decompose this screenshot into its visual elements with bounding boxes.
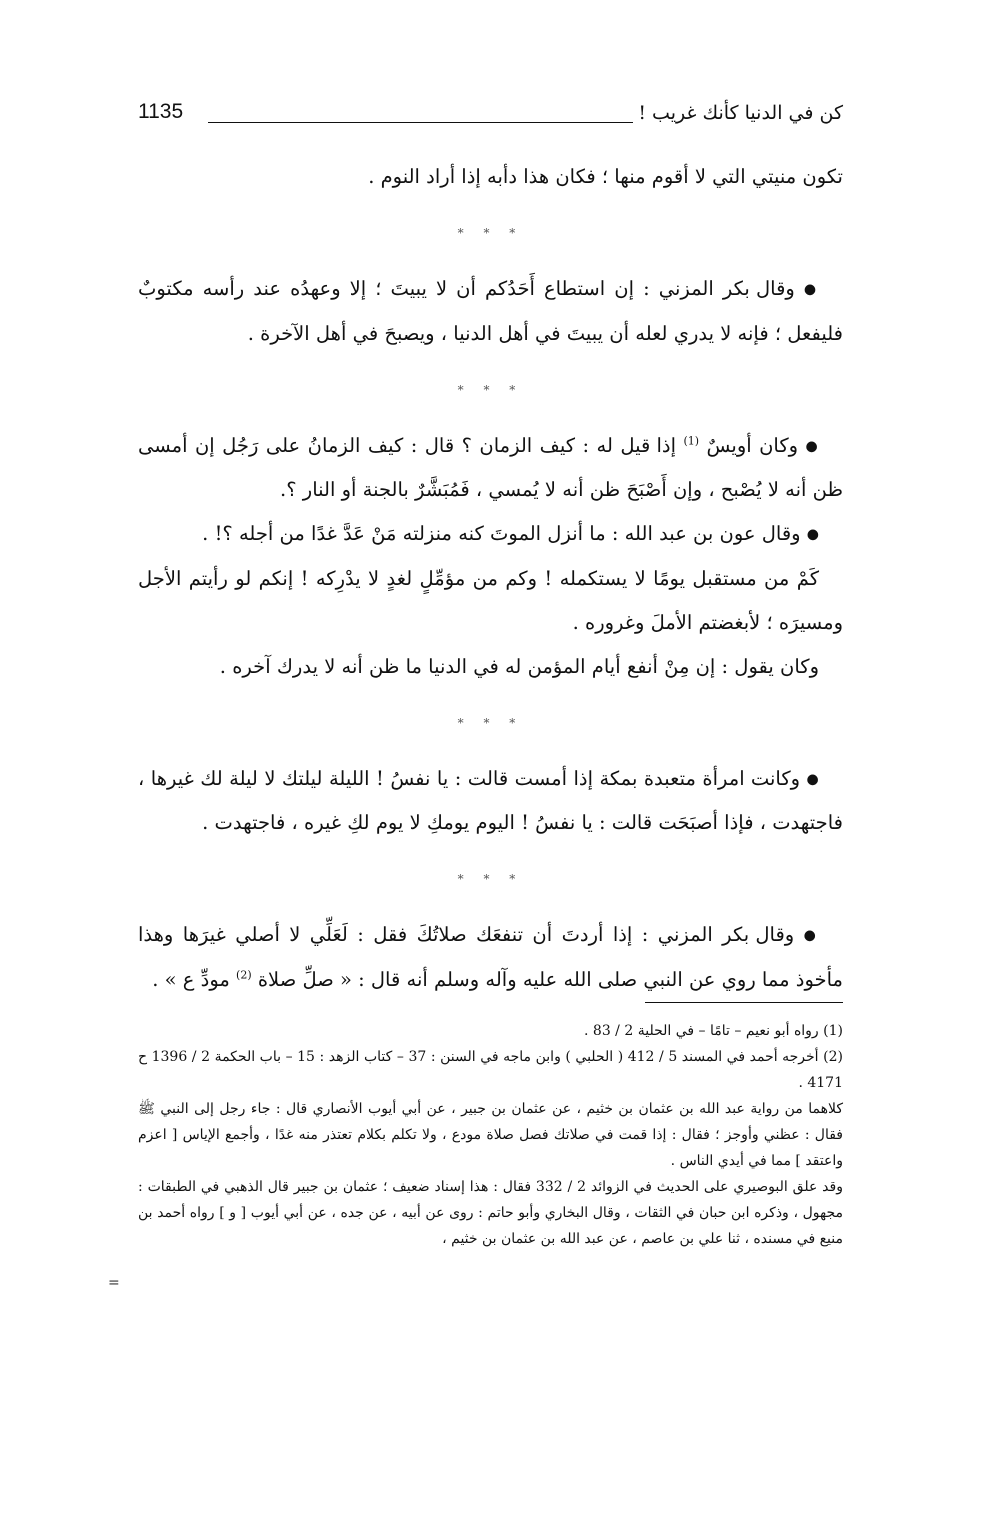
header-rule (208, 122, 633, 123)
section-separator: * * * (457, 382, 524, 397)
paragraph-3-text-end: إذا قيل له : كيف الزمان ؟ قال : كيف الزمانُ على رَجُل إن أمسى ظن أنه لا يُصْبح ، وإن أَصْبَحَ ظن أنه لا يُمسي ، فَمُبَشَّرٌ بالجنة أو النار ؟. (138, 433, 843, 501)
paragraph-6: وكان يقول : إن مِنْ أنفع أيام المؤمن له في الدنيا ما ظن أنه لا يدرك آخره . (219, 654, 819, 678)
continuation-mark: = (108, 1275, 120, 1291)
paragraph-3 (138, 424, 843, 513)
header-title: كن في الدنيا كأنك غريب ! (638, 102, 843, 124)
footnote-ref-2: (2) (236, 968, 252, 981)
section-separator: * * * (457, 715, 524, 730)
paragraph-2-text: وقال بكر المزني : إن استطاع أَحَدُكم أن لا يبيتَ ؛ إلا وعهدُه عند رأسه مكتوبٌ فليفعل ؛ فإنه لا يدري لعله أن يبيتَ في أهل الدنيا ، ويصبحَ في أهل الآخرة . (138, 277, 843, 345)
footnote-2-continued: كلاهما من رواية عبد الله بن عثمان بن خثيم ، عن عثمان بن جبير ، عن أبي أيوب الأنصاري قال : جاء رجل إلى النبي ﷺ فقال : عظني وأوجز ؛ فقال : إذا قمت في صلاتك فصل صلاة مودع ، ولا تكلم بكلام تعتذر منه غدًا ، وأجمع الإياس [ اعزم واعتقد ] مما في أيدي الناس . (138, 1101, 843, 1169)
footnote-2: (2) أخرجه أحمد في المسند 5 / 412 ( الحلبي ) وابن ماجه في السنن : 37 – كتاب الزهد : 15 – باب الحكمة 2 / 1396 ح 4171 . (138, 1049, 843, 1091)
footnote-rule (645, 1002, 843, 1003)
section-separator: * * * (457, 226, 524, 240)
paragraph-8-text-end: مودِّ ع » . (152, 967, 230, 991)
bullet-icon: ● (806, 526, 819, 543)
bullet-icon: ● (803, 927, 820, 944)
running-header (138, 100, 843, 134)
footnote-1: (1) رواه أبو نعيم – تامًا – في الحلية 2 / 83 . (584, 1023, 843, 1039)
paragraph-7-text: وكانت امرأة متعبدة بمكة إذا أمست قالت : يا نفسُ ! الليلة ليلتك لا ليلة لك غيرها ، فاجتهدت ، فإذا أصبَحَت قالت : يا نفسُ ! اليوم يومكِ لا يوم لكِ غيره ، فاجتهدت . (138, 766, 843, 834)
bullet-icon: ● (806, 771, 819, 787)
footnotes (138, 1018, 843, 1252)
paragraph-3-text-start: وكان أويسٌ (706, 433, 799, 457)
section-separator: * * * (457, 872, 524, 886)
page-number: 1135 (138, 100, 184, 123)
body-text (138, 155, 843, 1002)
bullet-icon: ● (803, 281, 820, 298)
paragraph-4 (138, 512, 843, 557)
paragraph-2 (138, 267, 843, 356)
paragraph-8-text-start: وقال بكر المزني : إذا أردتَ أن تنفعَك صلاتُكَ فقل : لَعَلِّي لا أصلي غيرَها وهذا مأخوذ مما روي عن النبي صلى الله عليه وآله وسلم أنه قال : « صلِّ صلاة (138, 923, 843, 991)
footnote-ref-1: (1) (683, 434, 700, 447)
paragraph-7 (138, 757, 843, 846)
paragraph-5: كَمْ من مستقبل يومًا لا يستكمله ! وكم من مؤمِّلٍ لغدٍ لا يدْرِكه ! إنكم لو رأيتم الأجل ومسيرَه ؛ لأبغضتم الأملَ وغروره . (138, 566, 843, 634)
paragraph-8 (138, 913, 843, 1002)
paragraph-1: تكون منيتي التي لا أقوم منها ؛ فكان هذا دأبه إذا أراد النوم . (368, 165, 843, 188)
bullet-icon: ● (805, 438, 819, 454)
footnote-2-commentary: وقد علق البوصيري على الحديث في الزوائد 2 / 332 فقال : هذا إسناد ضعيف ؛ عثمان بن جبير قال الذهبي في الطبقات : مجهول ، وذكره ابن حبان في الثقات ، وقال البخاري وأبو حاتم : روى عن أبيه ، عن جده ، عن أبي أيوب [ و ] رواه أحمد بن منيع في مسنده ، ثنا علي بن عاصم ، عن عبد الله بن عثمان بن خثيم ، (138, 1179, 843, 1247)
paragraph-4-text: وقال عون بن عبد الله : ما أنزل الموتَ كنه منزلته مَنْ عَدَّ غدًا من أجله ؟! . (202, 522, 801, 545)
